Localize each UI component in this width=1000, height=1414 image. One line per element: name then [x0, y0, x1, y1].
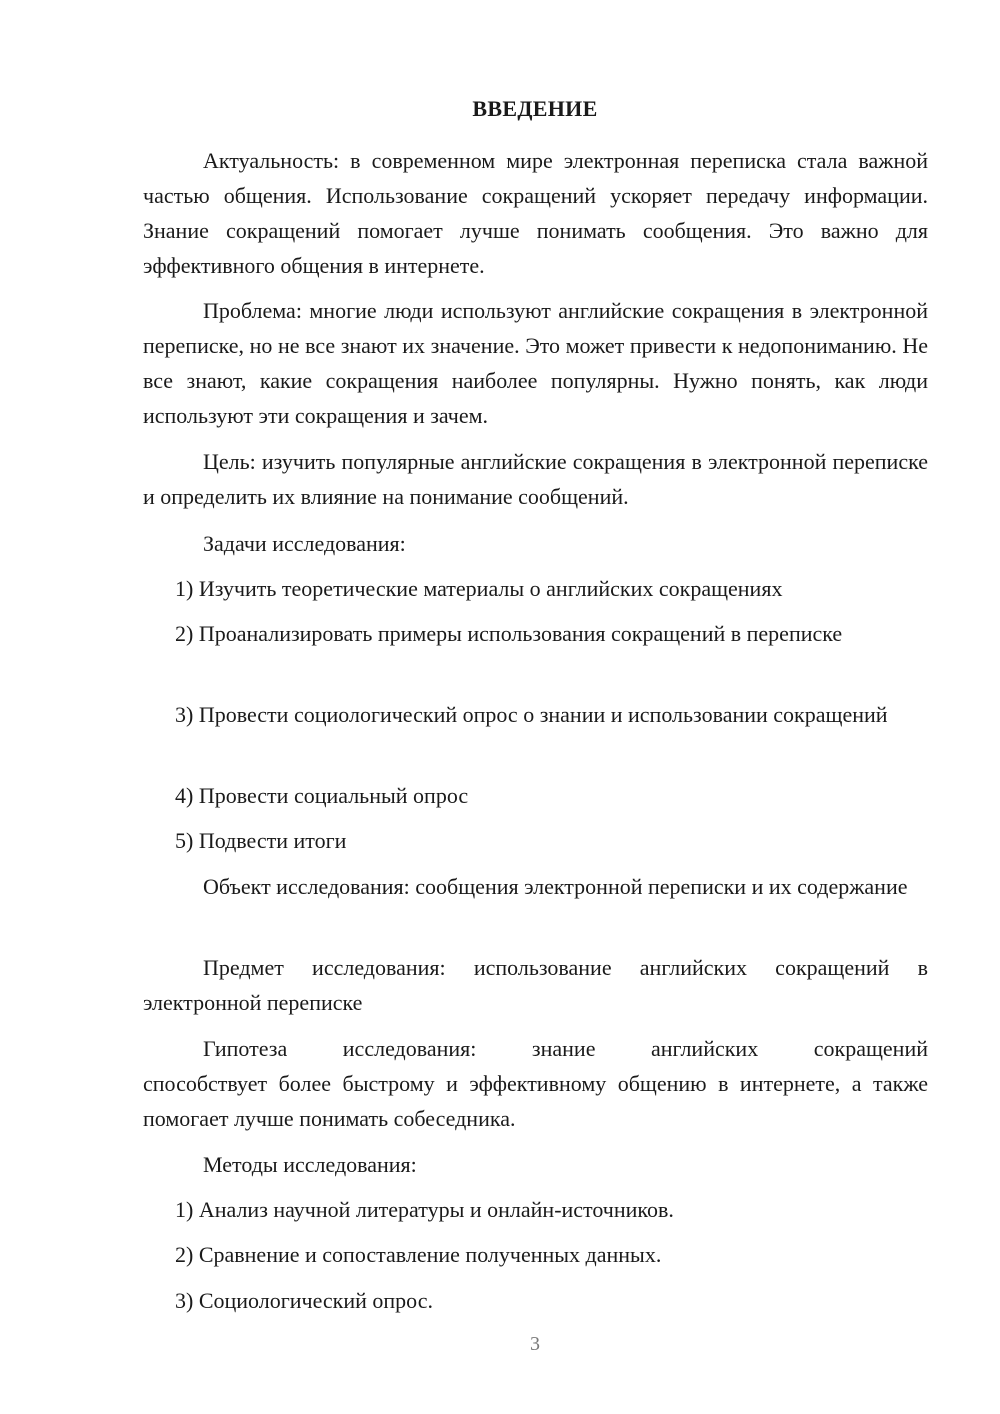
method-item-3: 3) Социологический опрос. [175, 1288, 433, 1313]
methods-heading: Методы исследования: [203, 1152, 417, 1177]
task-item-1: 1) Изучить теоретические материалы о английских сокращениях [175, 576, 783, 601]
task-item-3: 3) Провести социологический опрос о знании и использовании сокращений [175, 702, 888, 727]
hypothesis-first-line: Гипотеза исследования: знание английских сокращений [203, 1036, 928, 1061]
paragraph-goal: Цель: изучить популярные английские сокращения в электронной переписке и определить их влияние на понимание сообщений. [143, 449, 928, 509]
paragraph-object: Объект исследования: сообщения электронной переписки и их содержание [203, 874, 908, 899]
paragraph-problem: Проблема: многие люди используют английские сокращения в электронной переписке, но не все знают их значение. Это может привести к недопониманию. Не все знают, какие сокращения наиболее популярны. Нужно понять, как люди используют эти сокращения и зачем. [143, 298, 928, 428]
task-item-4: 4) Провести социальный опрос [175, 783, 469, 808]
paragraph-subject: Предмет исследования: использование английских сокращений в электронной переписке [143, 955, 928, 1015]
page-number: 3 [530, 1333, 540, 1355]
method-item-1: 1) Анализ научной литературы и онлайн-источников. [175, 1197, 674, 1222]
paragraph-relevance: Актуальность: в современном мире электронная переписка стала важной частью общения. Использование сокращений ускоряет передачу информации. Знание сокращений помогает лучше понимать сообщения. Это важно для эффективного общения в интернете. [143, 148, 928, 278]
page-title: ВВЕДЕНИЕ [472, 96, 598, 121]
task-item-5: 5) Подвести итоги [175, 828, 347, 853]
tasks-heading: Задачи исследования: [203, 531, 406, 556]
hypothesis-continuation: способствует более быстрому и эффективному общению в интернете, а также помогает лучше понимать собеседника. [143, 1071, 928, 1131]
method-item-2: 2) Сравнение и сопоставление полученных данных. [175, 1242, 662, 1267]
task-item-2: 2) Проанализировать примеры использования сокращений в переписке [175, 621, 843, 646]
